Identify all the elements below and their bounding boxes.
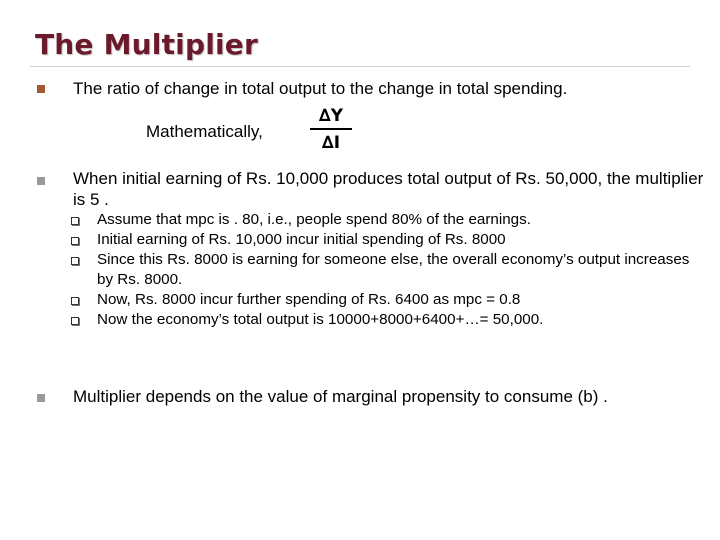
bullet-icon (37, 85, 45, 93)
math-label: Mathematically, (146, 122, 263, 141)
title-divider (30, 66, 690, 67)
checkbox-bullet-icon (71, 317, 79, 325)
sub-bullet-list (71, 210, 701, 330)
fraction-numerator: ∆Y (318, 106, 344, 126)
bullet-text-ratio: The ratio of change in total output to the change in total spending. (73, 79, 568, 98)
multiplier-fraction (310, 105, 352, 154)
fraction-denominator: ∆I (321, 133, 341, 153)
sub-bullet-text: Now, Rs. 8000 incur further spending of Rs. 6400 as mpc = 0.8 (97, 291, 521, 308)
sub-bullet-item (71, 230, 701, 250)
sub-bullet-item (71, 250, 701, 290)
sub-bullet-item (71, 290, 701, 310)
sub-bullet-text: Now the economy’s total output is 10000+8000+6400+…= 50,000. (97, 311, 544, 328)
checkbox-bullet-icon (71, 297, 79, 305)
bullet-icon (37, 394, 45, 402)
checkbox-bullet-icon (71, 257, 79, 265)
bullet-text-example: When initial earning of Rs. 10,000 produces total output of Rs. 50,000, the multiplier is 5 . (73, 169, 704, 209)
fraction-bar (310, 128, 352, 130)
sub-bullet-item (71, 310, 701, 330)
sub-bullet-text: Assume that mpc is . 80, i.e., people spend 80% of the earnings. (97, 211, 531, 228)
sub-bullet-text: Since this Rs. 8000 is earning for someone else, the overall economy’s output increases by Rs. 8000. (97, 251, 690, 288)
checkbox-bullet-icon (71, 217, 79, 225)
bullet-text-mpc: Multiplier depends on the value of marginal propensity to consume (b) . (73, 387, 608, 406)
sub-bullet-item (71, 210, 701, 230)
sub-bullet-text: Initial earning of Rs. 10,000 incur initial spending of Rs. 8000 (97, 231, 506, 248)
slide-title: The Multiplier (35, 28, 258, 61)
checkbox-bullet-icon (71, 237, 79, 245)
bullet-icon (37, 177, 45, 185)
